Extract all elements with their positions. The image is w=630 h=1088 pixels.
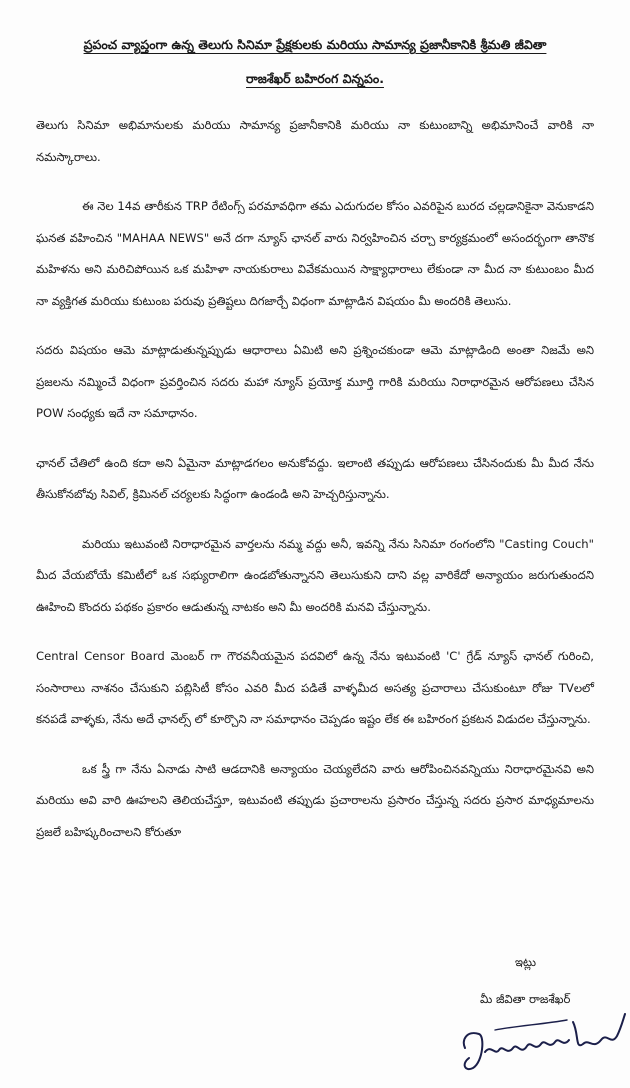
paragraph-response: సదరు విషయం ఆమె మాట్లాడుతున్నప్పుడు ఆధారాలు ఏమిటి అని ప్రశ్నించకుండా ఆమె మాట్లాడింది అంతా నిజమే అని ప్రజలను నమ్మించే విధంగా ప్రవర్తించిన సదరు మహా న్యూస్ ప్రయోక్త మూర్తి గారికి మరియు నిరాధారమైన ఆరోపణలు చేసిన POW సంధ్యకు ఇదే నా సమాధానం. [36, 343, 594, 420]
title-line-1: ప్రపంచ వ్యాప్తంగా ఉన్న తెలుగు సినిమా ప్రేక్షకులకు మరియు సామాన్య ప్రజానీకానికి శ్రీమతి జీవితా [83, 37, 547, 52]
letter-title [36, 28, 594, 96]
paragraph-casting-couch: మరియు ఇటువంటి నిరాధారమైన వార్తలను నమ్మ వద్దు అనీ, ఇవన్ని నేను సినిమా రంగంలోని "Casting Couch" మీద వేయబోయే కమిటీలో ఒక సభ్యురాలిగా ఉండబోతున్నానని తెలుసుకుని దాని వల్ల వారికేదో అన్యాయం జరుగుతుందని ఊహించి కొందరు పథకం ప్రకారం ఆడుతున్న నాటకం అని మీ అందరికి మనవి చేస్తున్నాను. [36, 536, 594, 614]
title-line-2: రాజశేఖర్ బహిరంగ విన్నపం. [246, 71, 384, 86]
handwritten-signature [455, 1000, 630, 1085]
paragraph-closing-request: ఒక స్త్రీ గా నేను ఏనాడు సాటి ఆడదానికి అన్యాయం చెయ్యలేదని వారు ఆరోపించినవన్నియు నిరాధారమైనవి అని మరియు అవి వారి ఊహలని తెలియచేస్తూ, ఇటువంటి తప్పుడు ప్రచారాలను ప్రసారం చేస్తున్న సదరు ప్రసార మాధ్యమాలను ప్రజలే బహిష్కరించాలని కోరుతూ [36, 761, 594, 839]
paragraph-censor-board: Central Censor Board మెంబర్ గా గౌరవనీయమైన పదవిలో ఉన్న నేను ఇటువంటి 'C' గ్రేడ్ న్యూస్ ఛానల్ గురించి, సంసారాలు నాశనం చేసుకుని పబ్లిసిటీ కోసం ఎవరి మీద పడితే వాళ్ళమీద అసత్య ప్రచారాలు చేసుకుంటూ రోజు TVలలో కనపడే వాళ్ళకు, నేను అదే ఛానల్స్ లో కూర్చొని నా సమాధానం చెప్పడం ఇష్టం లేక ఈ బహిరంగ ప్రకటన విడుదల చేస్తున్నాను. [36, 649, 594, 726]
paragraph-greeting: తెలుగు సినిమా అభిమానులకు మరియు సామాన్య ప్రజానీకానికి మరియు నా కుటుంబాన్ని అభిమానించే వారికి నా నమస్కారాలు. [36, 118, 594, 164]
paragraph-incident: ఈ నెల 14వ తారీకున TRP రేటింగ్స్ పరమావధిగా తమ ఎదుగుదల కోసం ఎవరిపైన బురద చల్లడానికైనా వెనుకాడని ఘనత వహించిన "MAHAA NEWS" అనే దగా న్యూస్ ఛానల్ వారు నిర్వహించిన చర్చా కార్యక్రమంలో అసందర్భంగా తానొక మహిళను అని మరిచిపోయిన ఒక మహిళా నాయకురాలు వివేకమయిన సాక్ష్యాధారాలు లేకుండా నా మీద నా కుటుంబం మీద నా వ్యక్తిగత మరియు కుటుంబ పరువు ప్రతిష్టలు దిగజార్చే విధంగా మాట్లాడిన విషయం మీ అందరికి తెలుసు. [36, 199, 594, 308]
closing-salutation: ఇట్లు [515, 955, 536, 969]
signer-name: మీ జీవితా రాజశేఖర్ [480, 992, 571, 1006]
paragraph-warning: ఛానల్ చేతిలో ఉంది కదా అని ఏమైనా మాట్లాడగలం అనుకోవద్దు. ఇలాంటి తప్పుడు ఆరోపణలు చేసినందుకు మీ మీద నేను తీసుకోనబోవు సివిల్, క్రిమినల్ చర్యలకు సిద్ధంగా ఉండండి అని హెచ్చరిస్తున్నాను. [36, 455, 594, 501]
